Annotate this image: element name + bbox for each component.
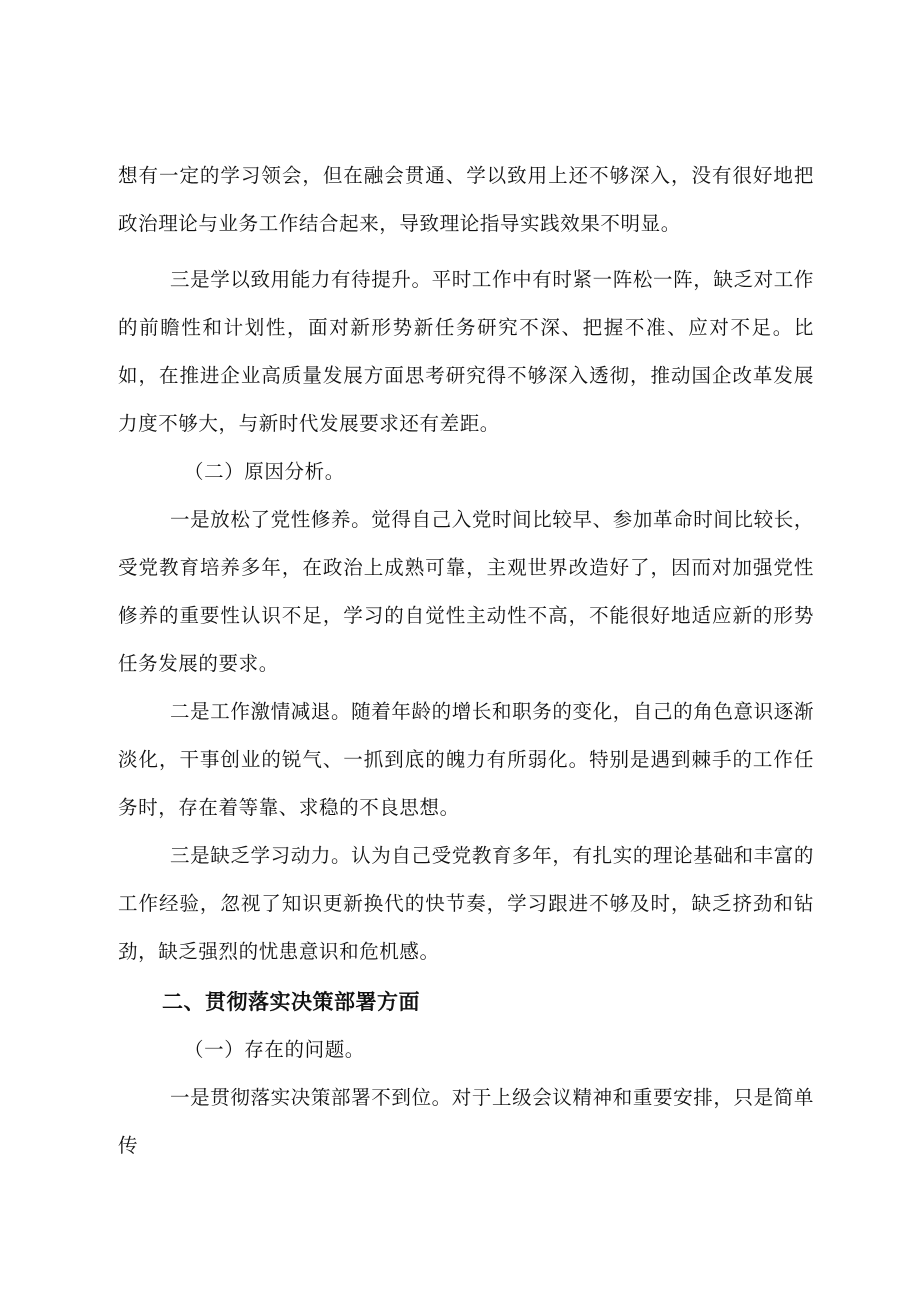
subheading-cause-analysis: （二）原因分析。: [184, 460, 345, 483]
paragraph-implement-1: 一是贯彻落实决策部署不到位。对于上级会议精神和重要安排，只是简单传: [118, 1086, 814, 1157]
paragraph-problem-3: 三是学以致用能力有待提升。平时工作中有时紧一阵松一阵，缺乏对工作的前瞻性和计划性，面对新形势新任务研究不深、把握不准、应对不足。比如，在推进企业高质量发展方面思考研究得不够深入透彻，推动国企改革发展力度不够大，与新时代发展要求还有差距。: [118, 268, 814, 435]
paragraph-cause-1: 一是放松了党性修养。觉得自己入党时间比较早、参加革命时间比较长，受党教育培养多年，在政治上成熟可靠，主观世界改造好了，因而对加强党性修养的重要性认识不足，学习的自觉性主动性不高，不能很好地适应新的形势任务发展的要求。: [118, 508, 814, 675]
paragraph-continuation: 想有一定的学习领会，但在融会贯通、学以致用上还不够深入，没有很好地把政治理论与业务工作结合起来，导致理论指导实践效果不明显。: [118, 164, 814, 235]
section-heading-2: 二、贯彻落实决策部署方面: [162, 990, 420, 1014]
paragraph-cause-2: 二是工作激情减退。随着年龄的增长和职务的变化，自己的角色意识逐渐淡化，干事创业的锐气、一抓到底的魄力有所弱化。特别是遇到棘手的工作任务时，存在着等靠、求稳的不良思想。: [118, 700, 814, 819]
subheading-existing-problems: （一）存在的问题。: [184, 1038, 365, 1061]
paragraph-cause-3: 三是缺乏学习动力。认为自己受党教育多年，有扎实的理论基础和丰富的工作经验，忽视了知识更新换代的快节奏，学习跟进不够及时，缺乏挤劲和钻劲，缺乏强烈的忧患意识和危机感。: [118, 844, 814, 963]
